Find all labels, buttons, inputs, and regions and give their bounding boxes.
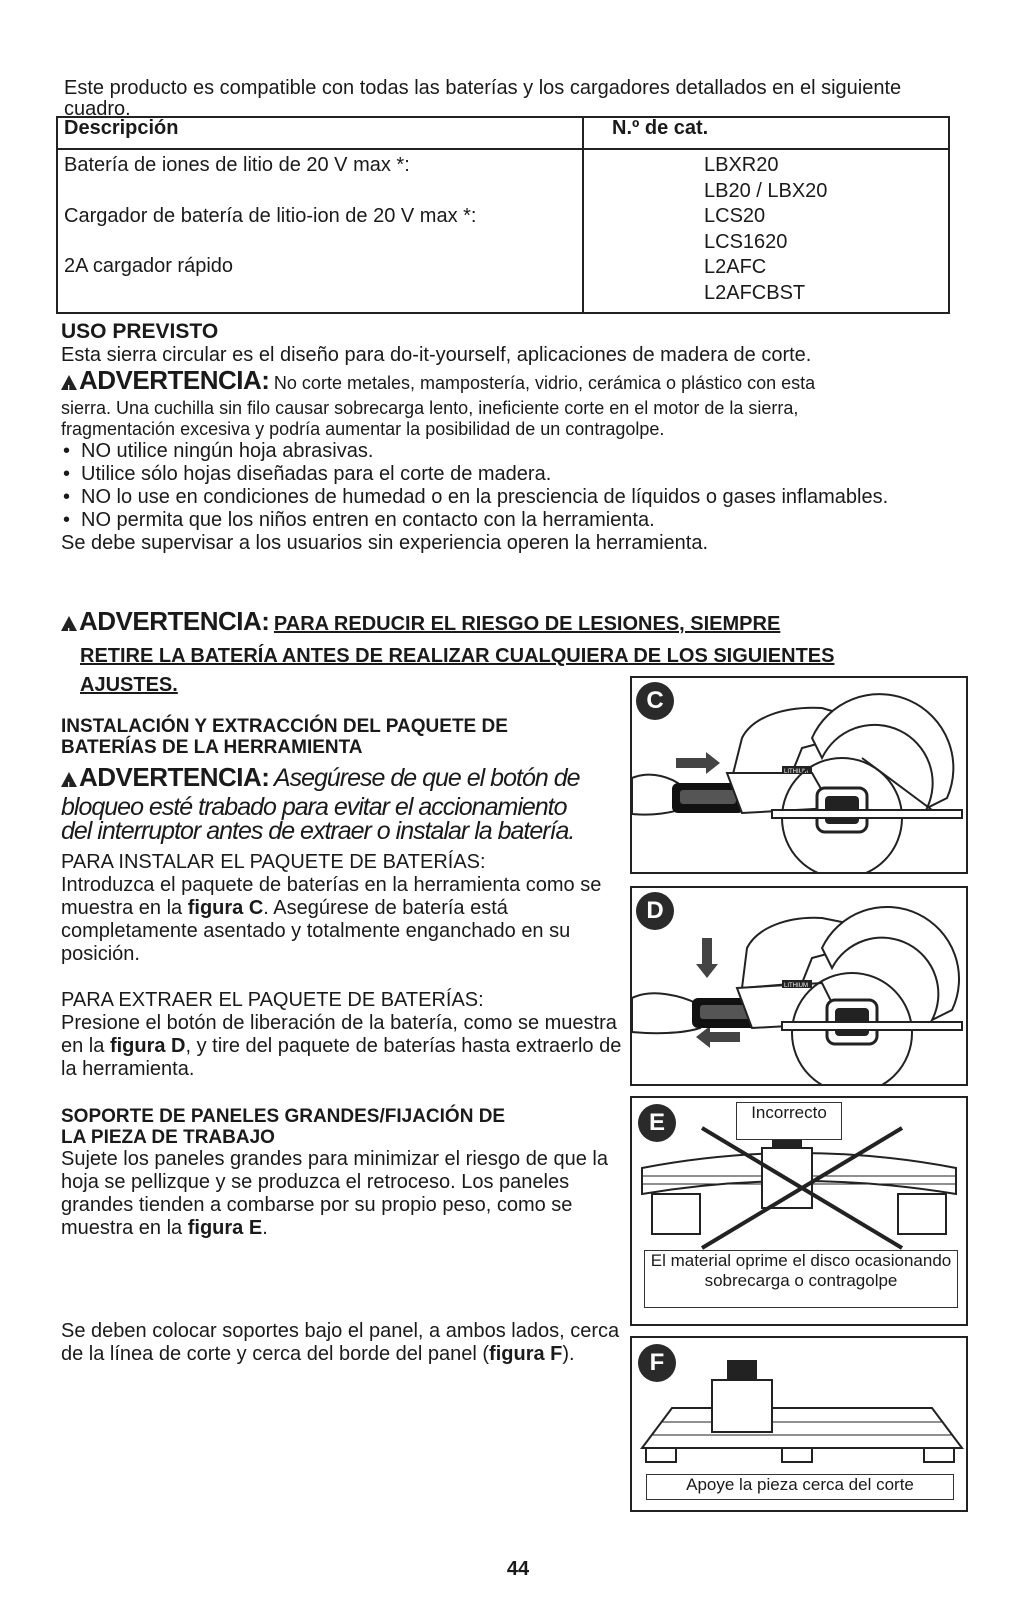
table-descriptions-cell [57, 149, 583, 313]
install-warn-line3: del interruptor antes de extraer o instalar la batería. [61, 817, 575, 845]
list-item: • NO permita que los niños entren en contacto con la herramienta. [61, 509, 963, 532]
cat-number-item: L2AFCBST [704, 281, 806, 304]
cat-number-item: LCS1620 [704, 230, 788, 253]
install-text: Introduzca el paquete de baterías en la herramienta como se muestra en la figura C. Asegúrese de batería está completamente asentado y totalmente enganchado en su posición. [61, 874, 602, 965]
install-warn-label: ADVERTENCIA: [79, 762, 270, 792]
table-catnumbers-cell [583, 149, 949, 313]
figure-e [630, 1096, 968, 1326]
f-caption: Apoye la pieza cerca del corte [646, 1474, 954, 1500]
warning-text-line1: No corte metales, mampostería, vidrio, cerámica o plástico con esta [273, 373, 816, 393]
svg-text:LITHIUM: LITHIUM [784, 983, 808, 989]
remove-subheading: PARA EXTRAER EL PAQUETE DE BATERÍAS: [61, 989, 484, 1011]
catalog-table [56, 116, 950, 314]
warning-triangle-icon [61, 375, 77, 390]
warning-triangle-icon [61, 616, 77, 631]
figure-e-badge: E [638, 1104, 676, 1142]
cat-number-item: LBXR20 [704, 154, 779, 176]
figure-c-ref: figura C [187, 897, 264, 919]
svg-text:LITHIUM: LITHIUM [784, 769, 808, 775]
install-warn-line2: bloqueo esté trabado para evitar el accionamiento [61, 793, 567, 821]
description-item: Cargador de batería de litio-ion de 20 V max *: [64, 204, 477, 227]
warning2-line1: PARA REDUCIR EL RIESGO DE LESIONES, SIEMPRE [273, 613, 781, 635]
list-item: • NO utilice ningún hoja abrasivas. [61, 440, 963, 463]
warning-triangle-icon [61, 772, 77, 787]
figure-f-ref: figura F [489, 1343, 563, 1365]
incorrect-label: Incorrecto [736, 1102, 842, 1140]
uso-bullets [61, 440, 963, 532]
list-item: • NO lo use en condiciones de humedad o en la presciencia de líquidos o gases inflamables. [61, 486, 963, 509]
table-header-cat-number: N.º de cat. [583, 117, 949, 149]
warning-adjustments: !ADVERTENCIA: PARA REDUCIR EL RIESGO DE LESIONES, SIEMPRE RETIRE LA BATERÍA ANTES DE REALIZAR CUALQUIERA DE LOS SIGUIENTES AJUSTES. [61, 606, 961, 699]
figure-f-badge: F [638, 1344, 676, 1382]
pull-left-arrow-icon [696, 1026, 740, 1048]
figure-c [630, 676, 968, 874]
saw-battery-install-illustration [632, 678, 966, 872]
insert-arrow-icon [676, 752, 720, 774]
uso-heading: USO PREVISTO [61, 320, 219, 343]
saw-shape [712, 1380, 772, 1432]
figure-e-ref: figura E [187, 1217, 263, 1239]
description-item: Batería de iones de litio de 20 V max *: [64, 154, 410, 176]
remove-text: Presione el botón de liberación de la batería, como se muestra en la figura D, y tire del paquete de baterías hasta extraerlo de la herramienta. [61, 1012, 622, 1080]
support-heading-2: LA PIEZA DE TRABAJO [61, 1127, 275, 1148]
warning-text-line3: fragmentación excesiva y podría aumentar la posibilidad de un contragolpe. [61, 419, 665, 439]
install-subheading: PARA INSTALAR EL PAQUETE DE BATERÍAS: [61, 851, 486, 873]
press-down-arrow-icon [696, 938, 718, 978]
warning2-line2: RETIRE LA BATERÍA ANTES DE REALIZAR CUALQUIERA DE LOS SIGUIENTES [80, 645, 835, 667]
uso-closing: Se debe supervisar a los usuarios sin experiencia operen la herramienta. [61, 532, 709, 554]
install-heading-2: BATERÍAS DE LA HERRAMIENTA [61, 737, 363, 758]
warning2-label: ADVERTENCIA [79, 606, 262, 636]
cat-number-item: L2AFC [704, 256, 767, 278]
wood-panel-shape [642, 1408, 962, 1448]
install-warn-line1: Asegúrese de que el botón de [273, 764, 580, 792]
figure-f [630, 1336, 968, 1512]
saw-battery-remove-illustration [632, 888, 966, 1084]
support-text: Sujete los paneles grandes para minimizar el riesgo de que la hoja se pellizque y se produzca el retroceso. Los paneles grandes tienden a combarse por su propio peso, como se muestra en la figura E. [61, 1148, 608, 1239]
list-item: • Utilice sólo hojas diseñadas para el corte de madera. [61, 463, 963, 486]
support-section [61, 1106, 627, 1366]
figure-d-ref: figura D [109, 1035, 186, 1057]
intro-text: Este producto es compatible con todas las baterías y los cargadores detallados en el siguiente cuadro. [64, 77, 902, 120]
table-header-description: Descripción [57, 117, 583, 149]
cat-number-item: LCS20 [704, 205, 766, 227]
description-item: 2A cargador rápido [64, 255, 234, 277]
e-caption: El material oprime el disco ocasionando sobrecarga o contragolpe [644, 1250, 958, 1308]
warning2-line3: AJUSTES. [80, 674, 178, 696]
figure-d [630, 886, 968, 1086]
support-text-2: Se deben colocar soportes bajo el panel, a ambos lados, cerca de la línea de corte y cerca del borde del panel (figura F). [61, 1320, 620, 1365]
warning-text-line2: sierra. Una cuchilla sin filo causar sobrecarga lento, ineficiente corte en el motor de la sierra, [61, 398, 799, 418]
uso-previsto-section: USO PREVISTO Esta sierra circular es el diseño para do-it-yourself, aplicaciones de madera de corte. !ADVERTENCIA: No corte metales, mampostería, vidrio, cerámica o plástico con esta sierra. Una cuchilla sin filo causar sobrecarga lento, ineficiente corte en el motor de la sierra, fragmentación excesiva y podría aumentar la posibilidad de un contragolpe. • NO utilice ningún hoja abrasivas. • Utilice sólo hojas diseñadas para el corte de madera. • NO lo use en condiciones de humedad o en la presciencia de líquidos o gases inflamables. • NO permita que los niños entren en contacto con la herramienta. Se debe supervisar a los usuarios sin experiencia operen la herramienta. [61, 320, 971, 555]
page-number: 44 [506, 1558, 530, 1580]
figure-c-badge: C [636, 682, 674, 720]
install-heading-1: INSTALACIÓN Y EXTRACCIÓN DEL PAQUETE DE [61, 716, 508, 737]
install-section [61, 716, 627, 1081]
cat-number-item: LB20 / LBX20 [704, 179, 828, 202]
figure-d-badge: D [636, 892, 674, 930]
uso-text: Esta sierra circular es el diseño para do-it-yourself, aplicaciones de madera de corte. [61, 344, 812, 366]
warning-label: ADVERTENCIA [79, 365, 262, 395]
support-heading-1: SOPORTE DE PANELES GRANDES/FIJACIÓN DE [61, 1106, 506, 1127]
